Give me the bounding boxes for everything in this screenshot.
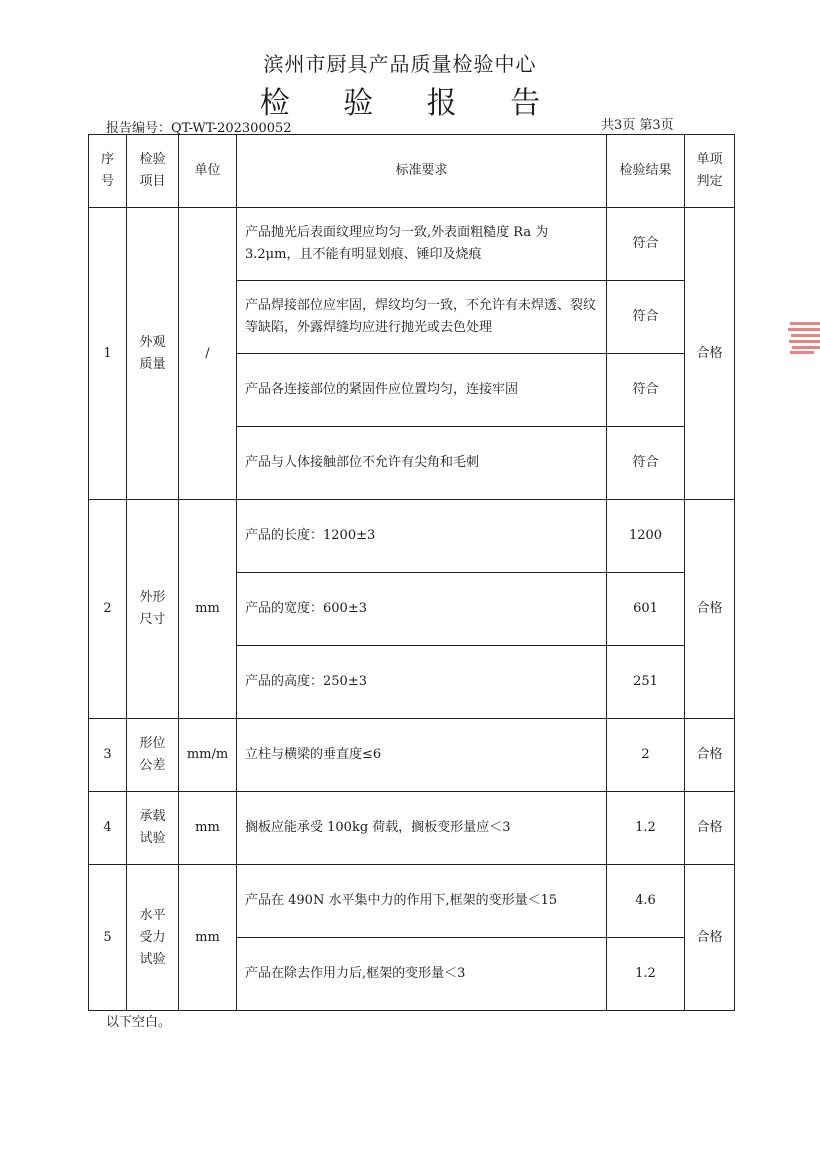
row-result: 4.6 bbox=[607, 865, 685, 938]
row-requirement: 产品在除去作用力后,框架的变形量＜3 bbox=[237, 938, 607, 1011]
row-judgement: 合格 bbox=[685, 865, 735, 1011]
row-seq: 3 bbox=[89, 719, 127, 792]
table-header-row bbox=[89, 135, 735, 208]
red-seal-stamp bbox=[788, 318, 820, 356]
inspection-table bbox=[88, 134, 735, 1011]
row-result: 251 bbox=[607, 646, 685, 719]
stamp-stroke bbox=[788, 328, 820, 331]
report-title: 检 验 报 告 bbox=[259, 86, 563, 121]
row-requirement: 产品焊接部位应牢固，焊纹均匀一致，不允许有未焊透、裂纹等缺陷，外露焊缝均应进行抛光或去色处理 bbox=[237, 281, 607, 354]
header-judgement: 单项判定 bbox=[685, 135, 735, 208]
header-unit: 单位 bbox=[179, 135, 237, 208]
report-number: 报告编号：QT-WT-202300052 bbox=[106, 121, 292, 136]
row-unit: mm bbox=[179, 792, 237, 865]
stamp-stroke bbox=[789, 340, 820, 343]
row-result: 1200 bbox=[607, 500, 685, 573]
header-result: 检验结果 bbox=[607, 135, 685, 208]
row-unit: mm bbox=[179, 865, 237, 1011]
row-seq: 5 bbox=[89, 865, 127, 1011]
row-judgement: 合格 bbox=[685, 792, 735, 865]
row-judgement: 合格 bbox=[685, 208, 735, 500]
row-requirement: 产品与人体接触部位不允许有尖角和毛刺 bbox=[237, 427, 607, 500]
table-row bbox=[89, 865, 735, 938]
stamp-stroke bbox=[791, 334, 820, 337]
header-item: 检验项目 bbox=[127, 135, 179, 208]
row-result: 符合 bbox=[607, 427, 685, 500]
row-unit: / bbox=[179, 208, 237, 500]
stamp-stroke bbox=[790, 351, 814, 354]
table-row bbox=[89, 719, 735, 792]
row-requirement: 产品在 490N 水平集中力的作用下,框架的变形量＜15 bbox=[237, 865, 607, 938]
blank-below-note: 以下空白。 bbox=[106, 1015, 172, 1030]
row-seq: 2 bbox=[89, 500, 127, 719]
row-result: 符合 bbox=[607, 281, 685, 354]
row-requirement: 产品的高度：250±3 bbox=[237, 646, 607, 719]
table-body bbox=[89, 208, 735, 1011]
row-result: 符合 bbox=[607, 354, 685, 427]
row-seq: 4 bbox=[89, 792, 127, 865]
row-requirement: 产品的长度：1200±3 bbox=[237, 500, 607, 573]
row-requirement: 搁板应能承受 100kg 荷载，搁板变形量应＜3 bbox=[237, 792, 607, 865]
page-indicator: 共3页 第3页 bbox=[601, 118, 674, 133]
row-requirement: 产品抛光后表面纹理应均匀一致,外表面粗糙度 Ra 为 3.2μm，且不能有明显划痕、锤印及烧痕 bbox=[237, 208, 607, 281]
header-seq: 序号 bbox=[89, 135, 127, 208]
table-row bbox=[89, 500, 735, 573]
row-result: 1.2 bbox=[607, 938, 685, 1011]
row-unit: mm/m bbox=[179, 719, 237, 792]
org-name: 滨州市厨具产品质量检验中心 bbox=[263, 52, 537, 76]
row-requirement: 立柱与横梁的垂直度≤6 bbox=[237, 719, 607, 792]
row-item: 形位公差 bbox=[127, 719, 179, 792]
stamp-stroke bbox=[792, 346, 820, 349]
row-item: 水平受力试验 bbox=[127, 865, 179, 1011]
row-seq: 1 bbox=[89, 208, 127, 500]
stamp-stroke bbox=[790, 322, 820, 325]
row-result: 符合 bbox=[607, 208, 685, 281]
row-judgement: 合格 bbox=[685, 719, 735, 792]
row-unit: mm bbox=[179, 500, 237, 719]
row-judgement: 合格 bbox=[685, 500, 735, 719]
table-row bbox=[89, 792, 735, 865]
row-item: 外观质量 bbox=[127, 208, 179, 500]
row-result: 2 bbox=[607, 719, 685, 792]
row-requirement: 产品的宽度：600±3 bbox=[237, 573, 607, 646]
row-result: 601 bbox=[607, 573, 685, 646]
row-item: 承载试验 bbox=[127, 792, 179, 865]
header-requirement: 标准要求 bbox=[237, 135, 607, 208]
row-requirement: 产品各连接部位的紧固件应位置均匀，连接牢固 bbox=[237, 354, 607, 427]
row-item: 外形尺寸 bbox=[127, 500, 179, 719]
table-row bbox=[89, 208, 735, 281]
row-result: 1.2 bbox=[607, 792, 685, 865]
